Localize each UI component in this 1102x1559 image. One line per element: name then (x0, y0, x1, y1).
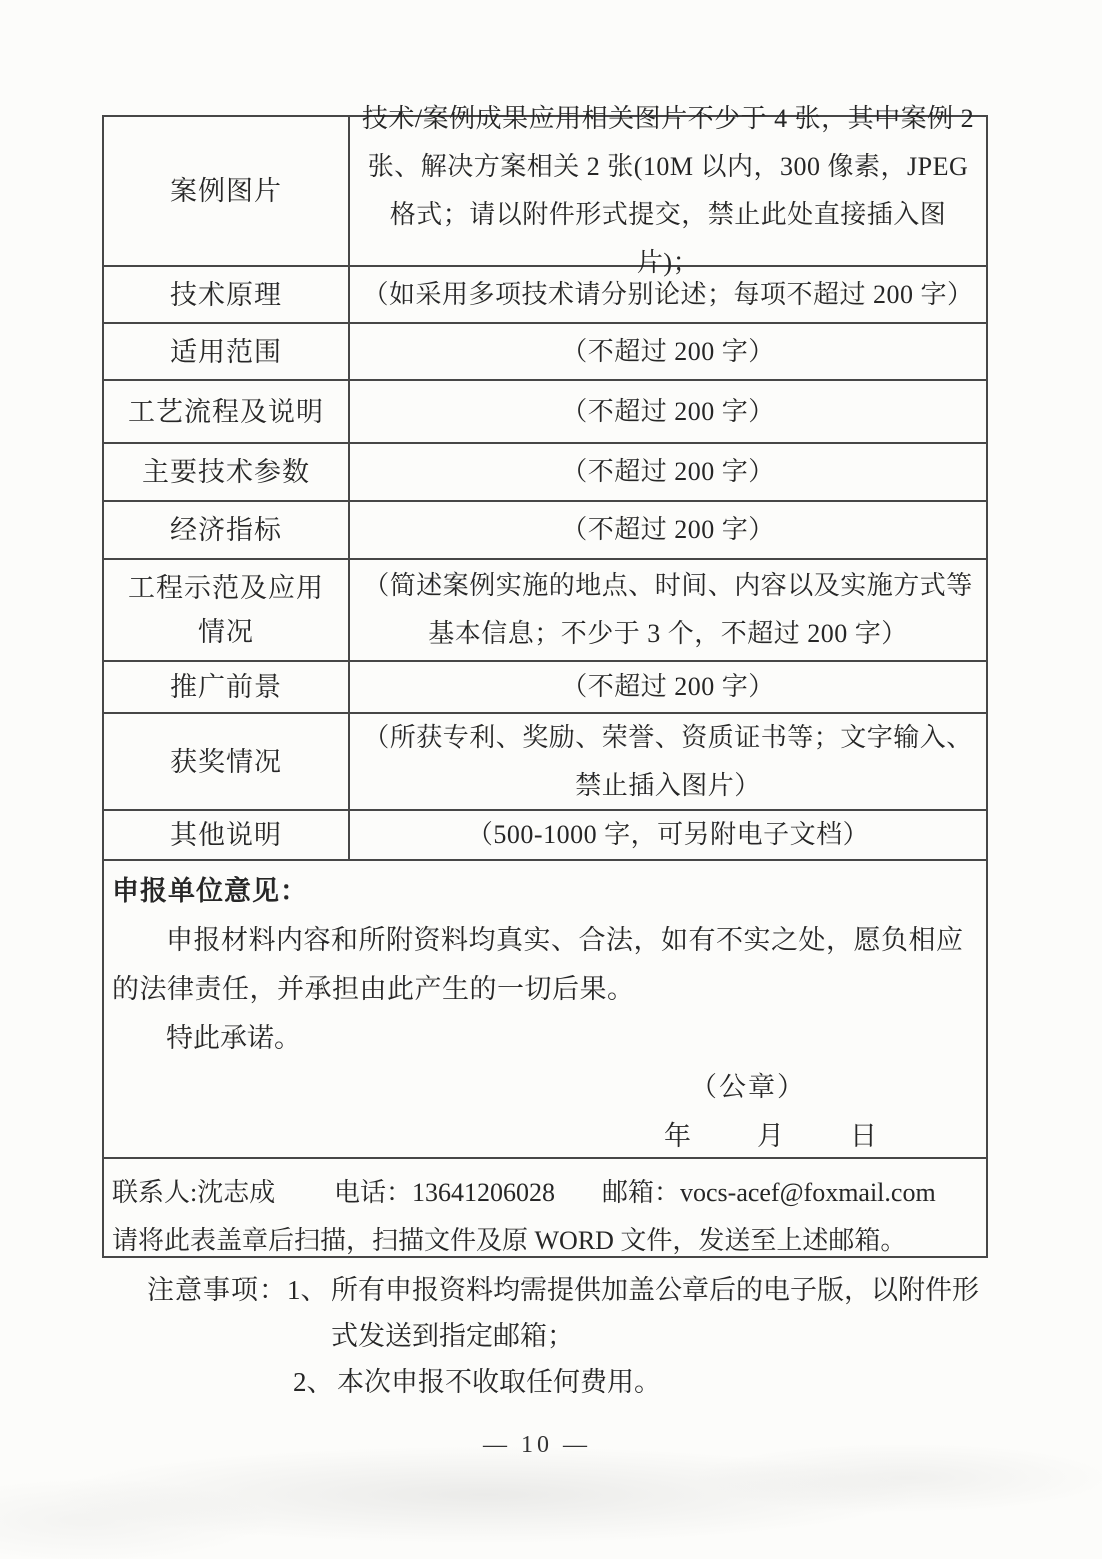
note-text: 所有申报资料均需提供加盖公章后的电子版，以附件形式发送到指定邮箱； (331, 1275, 979, 1351)
table-row-contact (104, 1157, 986, 1256)
note-item (287, 1267, 985, 1359)
row-label-text: 工程示范及应用情况 (128, 573, 324, 647)
note-number: 1、 (287, 1275, 328, 1305)
row-label-text: 经济指标 (170, 515, 282, 545)
row-label-text: 推广前景 (170, 672, 282, 702)
declaration-body: 申报材料内容和所附资料均真实、合法，如有不实之处，愿负相应的法律责任，并承担由此产生的一切后果。 (112, 925, 964, 1004)
row-label-text: 技术原理 (170, 279, 282, 310)
row-value-text: 技术/案例成果应用相关图片不少于 4 张，其中案例 2 张、解决方案相关 2 张(10M 以内，300 像素，JPEG 格式；请以附件形式提交，禁止此处直接插入图片)； (361, 104, 975, 277)
contact-cell (104, 1159, 986, 1256)
row-label-text: 主要技术参数 (142, 457, 310, 487)
table-row-declaration (104, 859, 986, 1157)
row-value (350, 104, 986, 277)
row-label-text: 案例图片 (170, 176, 282, 206)
row-value-text: （不超过 200 字） (561, 457, 775, 486)
row-value (350, 714, 986, 809)
row-value-text: （不超过 200 字） (561, 396, 775, 426)
notes-label: 注意事项： (147, 1275, 287, 1305)
row-value (350, 381, 986, 442)
application-form-table (102, 104, 988, 1258)
row-label-text: 工艺流程及说明 (128, 396, 324, 427)
contact-person: 联系人:沈志成 (112, 1178, 276, 1207)
row-value-text: （不超过 200 字） (561, 515, 775, 544)
table-row (104, 712, 986, 809)
row-value (350, 267, 986, 322)
notes-section (147, 1267, 1027, 1405)
table-row (104, 558, 986, 660)
table-row (104, 265, 986, 322)
row-label (104, 267, 350, 322)
note-number: 2、 (293, 1367, 334, 1397)
row-label (104, 714, 350, 809)
row-value (350, 324, 986, 379)
row-value-text: （不超过 200 字） (561, 336, 775, 366)
row-value (350, 560, 986, 660)
table-row (104, 442, 986, 500)
declaration-cell (104, 861, 986, 1157)
row-value (350, 444, 986, 500)
row-value-text: （所获专利、奖励、荣誉、资质证书等；文字输入、禁止插入图片） (363, 722, 973, 800)
declaration-promise: 特此承诺。 (166, 1023, 301, 1053)
table-row (104, 500, 986, 558)
page-number: — 10 — (483, 1432, 591, 1458)
row-value (350, 811, 986, 859)
seal-placeholder: （公章） (690, 1072, 806, 1102)
row-value (350, 502, 986, 558)
declaration-title: 申报单位意见： (112, 876, 308, 906)
row-label (104, 502, 350, 558)
contact-phone: 电话：13641206028 (334, 1178, 556, 1207)
table-row (104, 660, 986, 712)
table-row (104, 322, 986, 379)
note-item (287, 1359, 985, 1405)
date-placeholder: 年 月 日 (664, 1121, 881, 1151)
row-label (104, 560, 350, 660)
notes-items (287, 1267, 985, 1405)
note-text: 本次申报不收取任何费用。 (337, 1367, 661, 1397)
table-row (104, 809, 986, 859)
contact-instruction: 请将此表盖章后扫描，扫描文件及原 WORD 文件，发送至上述邮箱。 (112, 1226, 907, 1255)
row-value (350, 662, 986, 712)
contact-email: 邮箱：vocs-acef@foxmail.com (602, 1178, 936, 1207)
contact-line (112, 1169, 976, 1217)
row-label (104, 811, 350, 859)
row-value-text: （不超过 200 字） (561, 672, 775, 701)
row-label (104, 117, 350, 265)
row-label (104, 324, 350, 379)
row-value-text: （500-1000 字，可另附电子文档） (466, 820, 870, 849)
row-label (104, 381, 350, 442)
row-label-text: 其他说明 (170, 820, 282, 850)
row-label (104, 662, 350, 712)
table-row (104, 104, 986, 277)
table-row (104, 379, 986, 442)
row-label-text: 适用范围 (170, 336, 282, 367)
row-value-text: （如采用多项技术请分别论述；每项不超过 200 字） (362, 279, 974, 309)
row-label (104, 444, 350, 500)
row-label-text: 获奖情况 (170, 746, 282, 777)
row-value-text: （简述案例实施的地点、时间、内容以及实施方式等基本信息；不少于 3 个，不超过 200 字） (363, 571, 973, 648)
